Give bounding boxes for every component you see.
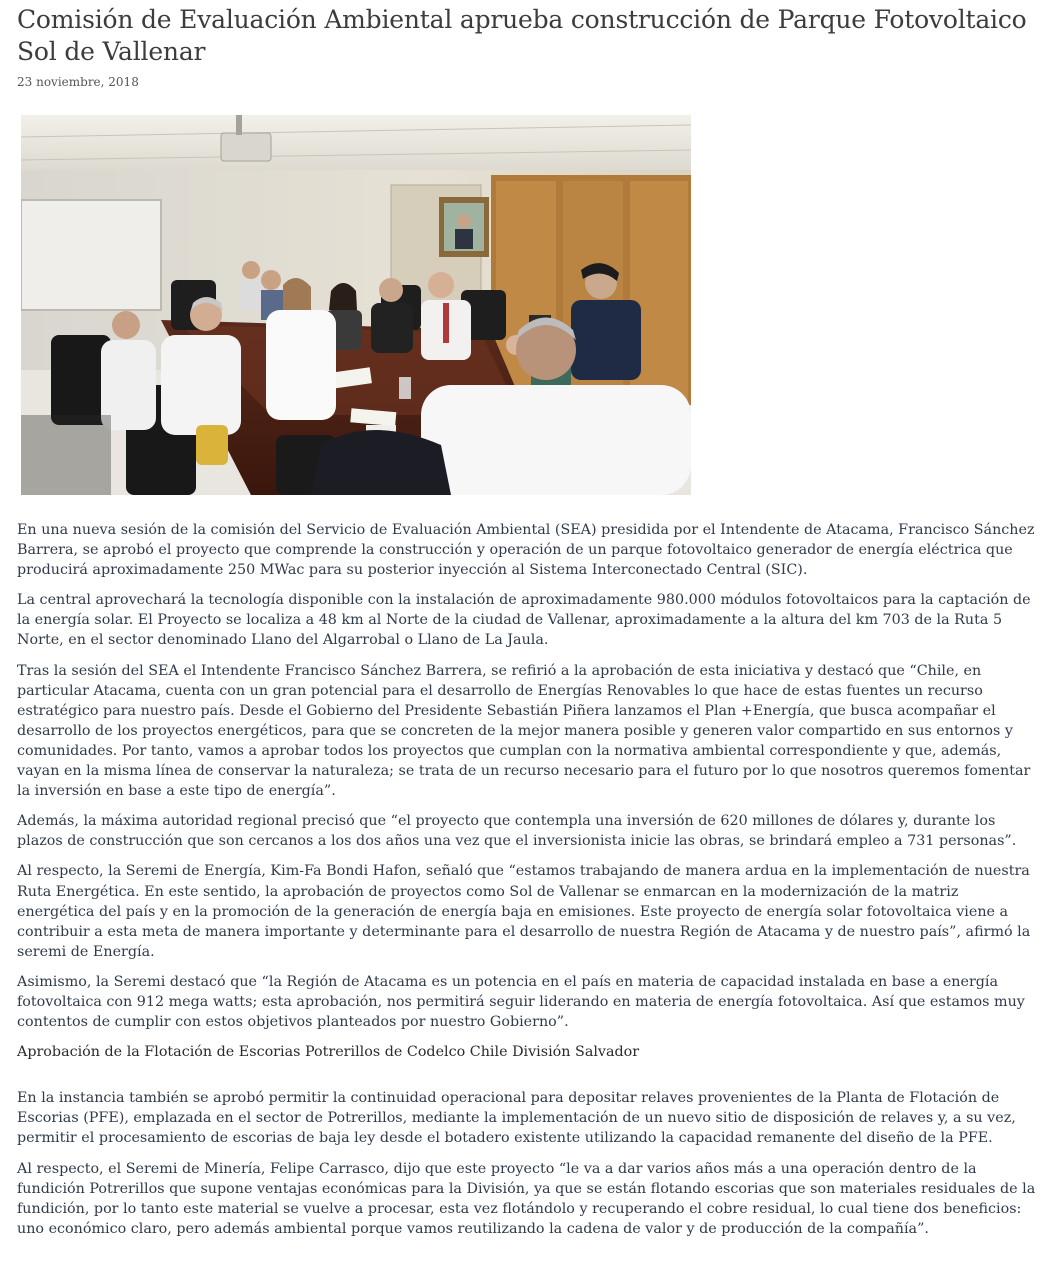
article-paragraph: Tras la sesión del SEA el Intendente Francisco Sánchez Barrera, se refirió a la aprobación de esta iniciativa y destacó que “Chile, en particular Atacama, cuenta con un gran potencial para el desarrollo de Energías Renovables lo que hace de estas fuentes un recurso estratégico para nuestro país. Desde el Gobierno del Presidente Sebastián Piñera lanzamos el Plan +Energía, que busca acompañar el desarrollo de los proyectos energéticos, para que se concreten de la mejor manera posible y generen valor compartido en sus entornos y comunidades. Por tanto, vamos a aprobar todos los proyectos que cumplan con la normativa ambiental correspondiente y que, además, vayan en la misma línea de conservar la naturaleza; se trata de un recurso necesario para el futuro por lo que nosotros queremos fomentar la inversión en base a este tipo de energía”. xyxy=(17,662,1031,800)
article-title: Comisión de Evaluación Ambiental aprueba construcción de Parque Fotovoltaico Sol de Vallenar xyxy=(17,5,1027,66)
article-date: 23 noviembre, 2018 xyxy=(17,75,139,89)
article-paragraph: Además, la máxima autoridad regional precisó que “el proyecto que contempla una inversión de 620 millones de dólares y, durante los plazos de construcción que son cercanos a los dos años una vez que el inversionista inicie las obras, se brindará empleo a 731 personas”. xyxy=(17,813,1017,850)
article-paragraph: En la instancia también se aprobó permitir la continuidad operacional para depositar relaves provenientes de la Planta de Flotación de Escorias (PFE), emplazada en el sector de Potrerillos, mediante la implementación de un nuevo sitio de disposición de relaves y, a su vez, permitir el procesamiento de escorias de baja ley desde el botadero existente utilizando la capacidad remanente del diseño de la PFE. xyxy=(17,1090,1016,1147)
article-paragraph: Al respecto, la Seremi de Energía, Kim-Fa Bondi Hafon, señaló que “estamos trabajando de manera ardua en la implementación de nuestra Ruta Energética. En este sentido, la aprobación de proyectos como Sol de Vallenar se enmarcan en la modernización de la matriz energética del país y en la promoción de la generación de energía baja en emisiones. Este proyecto de energía solar fotovoltaica viene a contribuir a esta meta de manera importante y determinante para el desarrollo de nuestra Región de Atacama y de nuestro país”, afirmó la seremi de Energía. xyxy=(17,863,1031,960)
article-photo xyxy=(21,115,691,495)
article-paragraph: Asimismo, la Seremi destacó que “la Región de Atacama es un potencia en el país en materia de capacidad instalada en base a energía fotovoltaica con 912 mega watts; esta aprobación, nos permitirá seguir liderando en materia de energía fotovoltaica. Así que estamos muy contentos de cumplir con estos objetivos planteados por nuestro Gobierno”. xyxy=(17,973,1025,1031)
article-subheading: Aprobación de la Flotación de Escorias Potrerillos de Codelco Chile División Salvador xyxy=(17,1044,640,1061)
article-body xyxy=(17,520,1037,1249)
article-paragraph: En una nueva sesión de la comisión del Servicio de Evaluación Ambiental (SEA) presidida por el Intendente de Atacama, Francisco Sánchez Barrera, se aprobó el proyecto que comprende la construcción y operación de un parque fotovoltaico generador de energía eléctrica que producirá aproximadamente 250 MWac para su posterior inyección al Sistema Interconectado Central (SIC). xyxy=(17,522,1035,579)
article-paragraph: Al respecto, el Seremi de Minería, Felipe Carrasco, dijo que este proyecto “le va a dar varios años más a una operación dentro de la fundición Potrerillos que supone ventajas económicas para la División, ya que se están flotando escorias que son materiales residuales de la fundición, por lo tanto este material se vuelve a procesar, esta vez flotándolo y recuperando el cobre residual, lo cual tiene dos beneficios: uno económico claro, pero además ambiental porque vamos reutilizando la cadena de valor y de producción de la compañía”. xyxy=(17,1160,1036,1237)
article-paragraph: La central aprovechará la tecnología disponible con la instalación de aproximadamente 980.000 módulos fotovoltaicos para la captación de la energía solar. El Proyecto se localiza a 48 km al Norte de la ciudad de Vallenar, aproximadamente a la altura del km 703 de la Ruta 5 Norte, en el sector denominado Llano del Algarrobal o Llano de La Jaula. xyxy=(17,592,1031,649)
